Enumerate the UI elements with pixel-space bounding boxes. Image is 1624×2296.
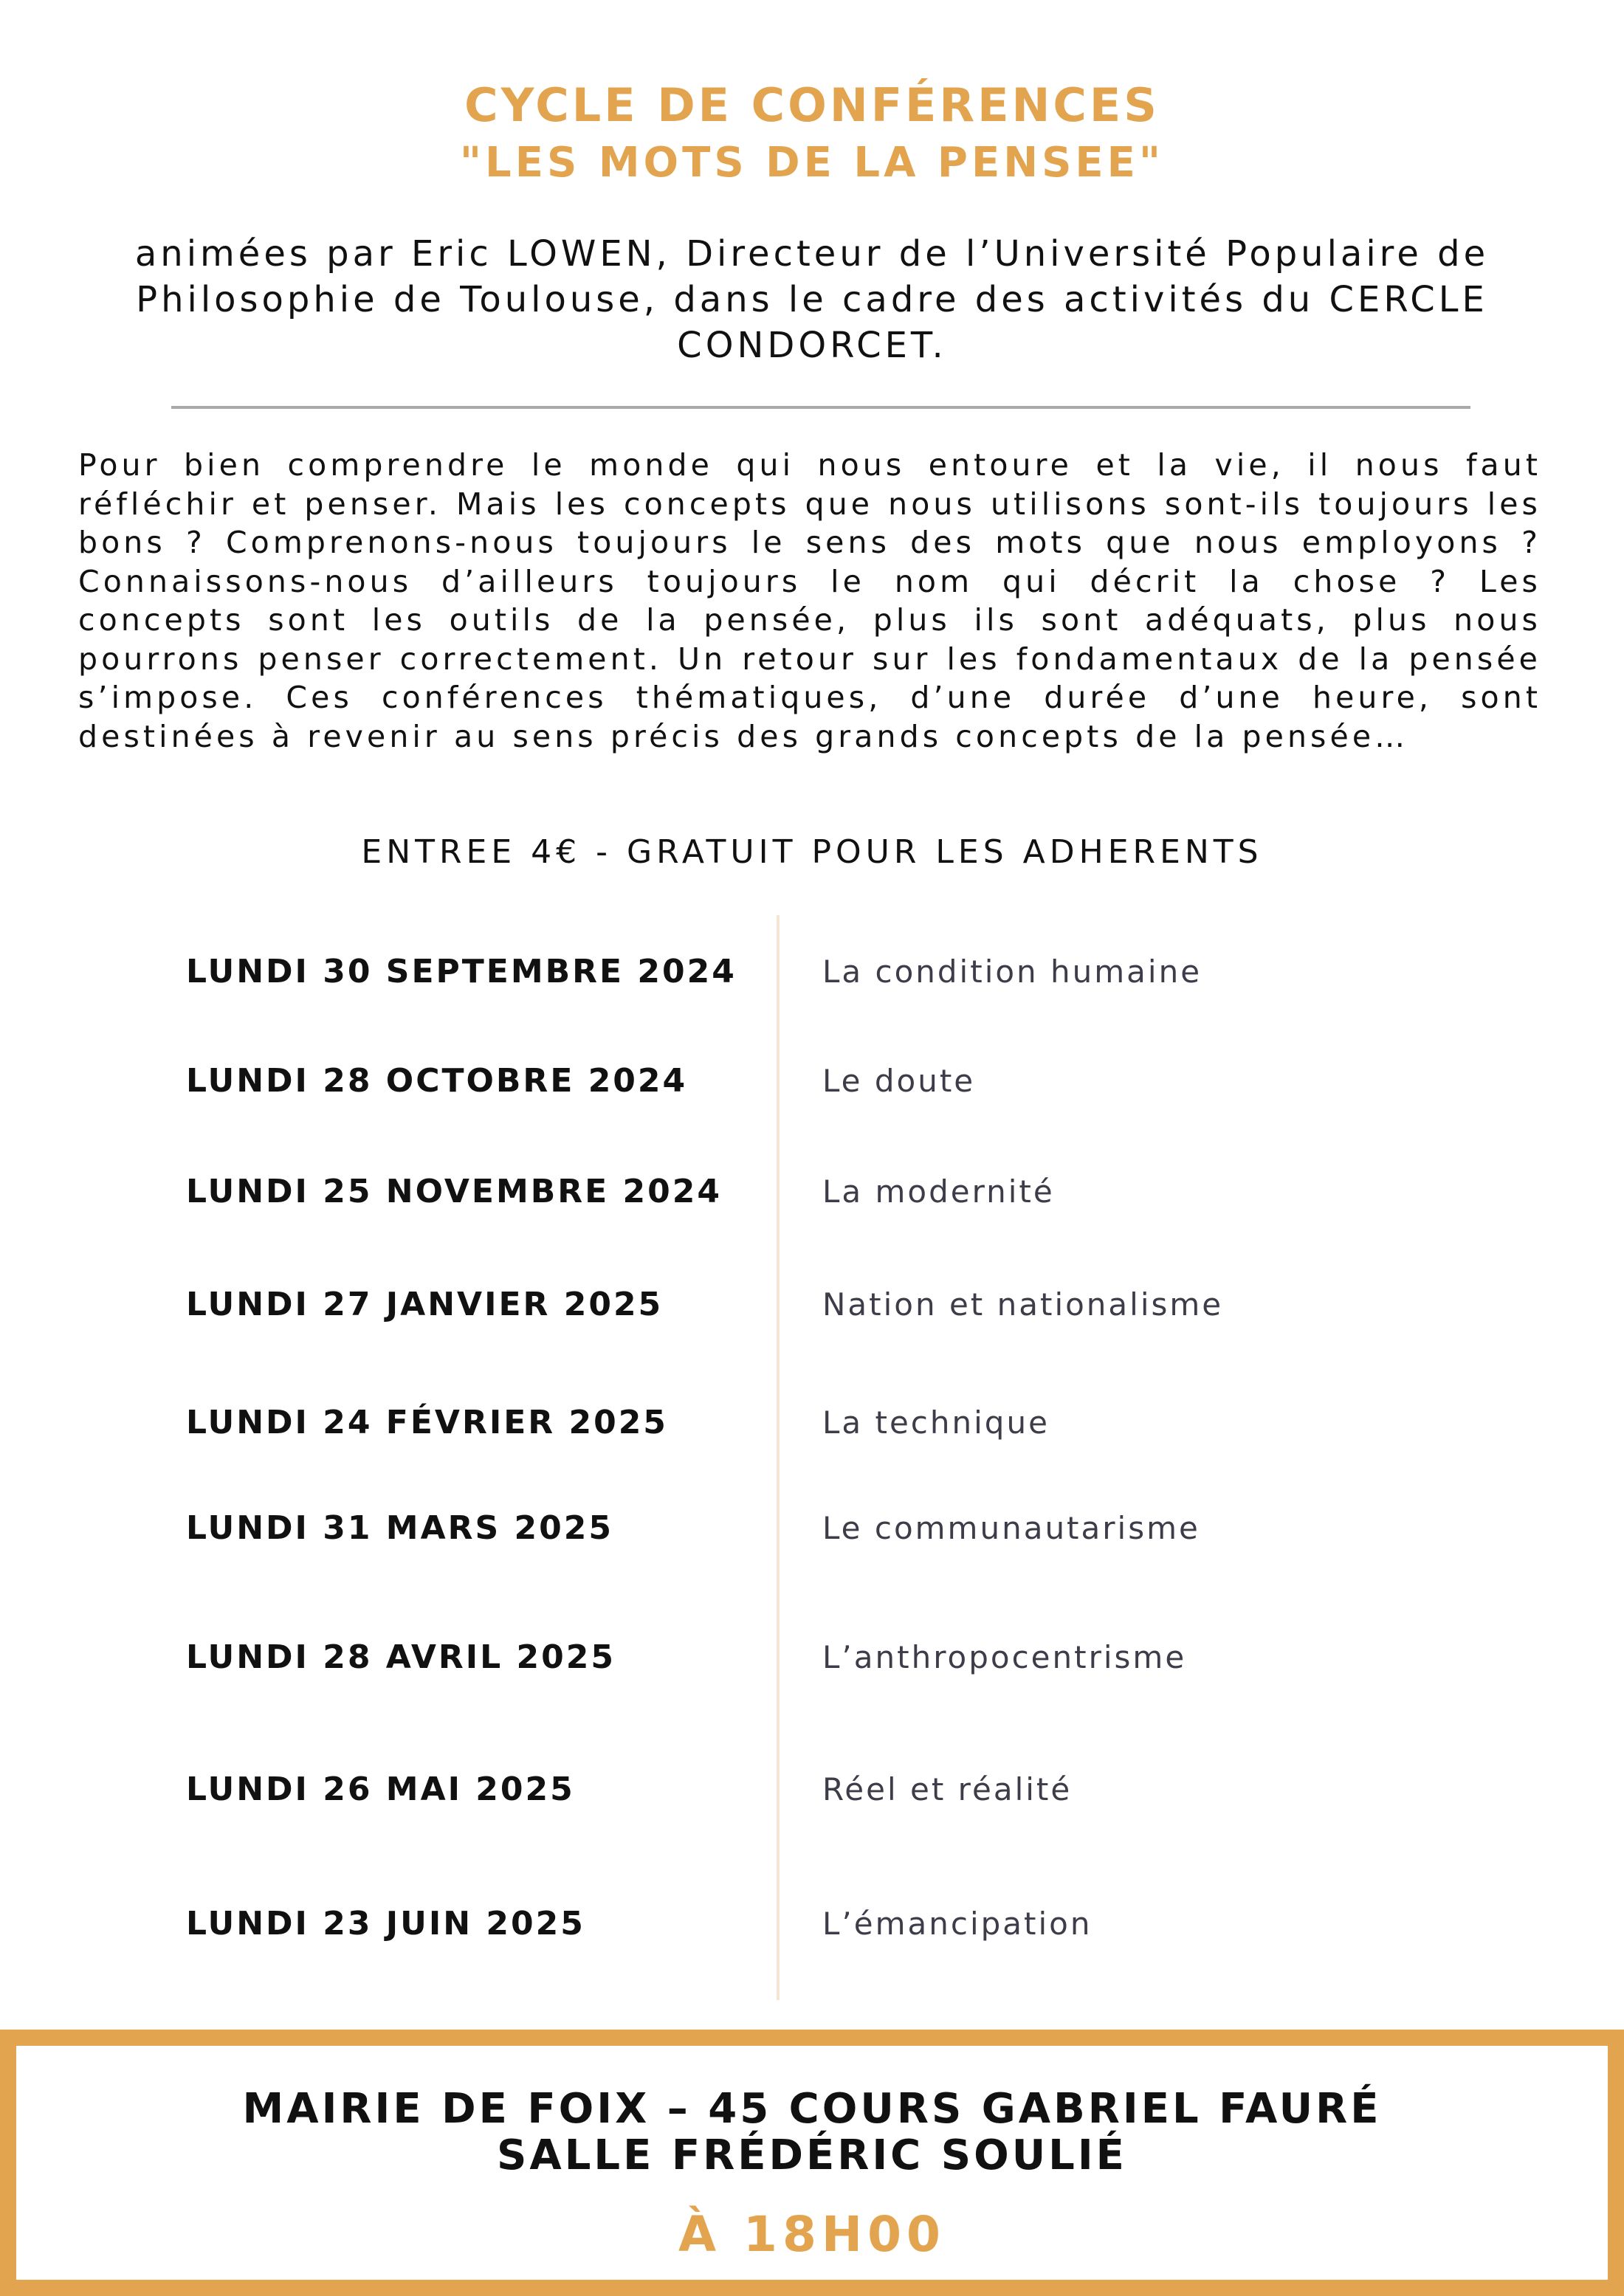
schedule-row [0,1166,1624,1218]
venue-room: SALLE FRÉDÉRIC SOULIÉ [497,2131,1127,2179]
schedule-date: LUNDI 24 FÉVRIER 2025 [186,1404,668,1441]
page-title: CYCLE DE CONFÉRENCES [464,78,1160,132]
page-subtitle: "LES MOTS DE LA PENSEE" [459,139,1165,187]
schedule-date: LUNDI 26 MAI 2025 [186,1771,575,1808]
schedule-row [0,946,1624,998]
schedule-topic: L’émancipation [822,1906,1093,1942]
schedule-row [0,1632,1624,1683]
pricing-info: ENTREE 4€ - GRATUIT POUR LES ADHERENTS [361,833,1263,871]
venue-time: À 18H00 [678,2206,946,2263]
description-paragraph: Pour bien comprendre le monde qui nous entoure et la vie, il nous faut réfléchir et penser. Mais les concepts que nous utilisons sont-ils toujours les bons ? Comprenons-nous toujours le sens des mots que nous employons ? Connaissons-nous d’ailleurs toujours le nom qui décrit la chose ? Les concepts sont les outils de la pensée, plus ils sont adéquats, plus nous pourrons penser correctement. Un retour sur les fondamentaux de la pensée s’impose. Ces conférences thématiques, d’une durée d’une heure, sont destinées à revenir au sens précis des grands concepts de la pensée… [78,447,1541,754]
schedule-topic: Réel et réalité [822,1771,1073,1807]
schedule-row [0,1397,1624,1449]
schedule-topic: L’anthropocentrisme [822,1639,1187,1675]
schedule-row [0,1279,1624,1331]
schedule-date: LUNDI 27 JANVIER 2025 [186,1286,664,1323]
schedule-date: LUNDI 30 SEPTEMBRE 2024 [186,953,737,990]
venue-box [0,2030,1624,2296]
schedule-row [0,1764,1624,1816]
schedule-row [0,1898,1624,1950]
schedule-date: LUNDI 28 OCTOBRE 2024 [186,1062,688,1100]
schedule-date: LUNDI 31 MARS 2025 [186,1509,613,1547]
section-divider [171,406,1470,409]
schedule-topic: La technique [822,1404,1050,1441]
venue-address: MAIRIE DE FOIX – 45 COURS GABRIEL FAURÉ [242,2085,1382,2133]
schedule-topic: Le communautarisme [822,1510,1200,1546]
schedule-topic: La condition humaine [822,954,1202,990]
schedule-topic: Le doute [822,1063,976,1099]
schedule-row [0,1055,1624,1107]
intro-text: animées par Eric LOWEN, Directeur de l’Université Populaire de Philosophie de Toulouse, dans le cadre des activités du CERCLE CONDORCET. [134,233,1490,366]
schedule-date: LUNDI 25 NOVEMBRE 2024 [186,1173,722,1210]
schedule-date: LUNDI 28 AVRIL 2025 [186,1638,616,1676]
schedule-topic: La modernité [822,1173,1055,1210]
schedule-date: LUNDI 23 JUIN 2025 [186,1905,585,1942]
schedule-topic: Nation et nationalisme [822,1286,1224,1323]
schedule-row [0,1503,1624,1554]
